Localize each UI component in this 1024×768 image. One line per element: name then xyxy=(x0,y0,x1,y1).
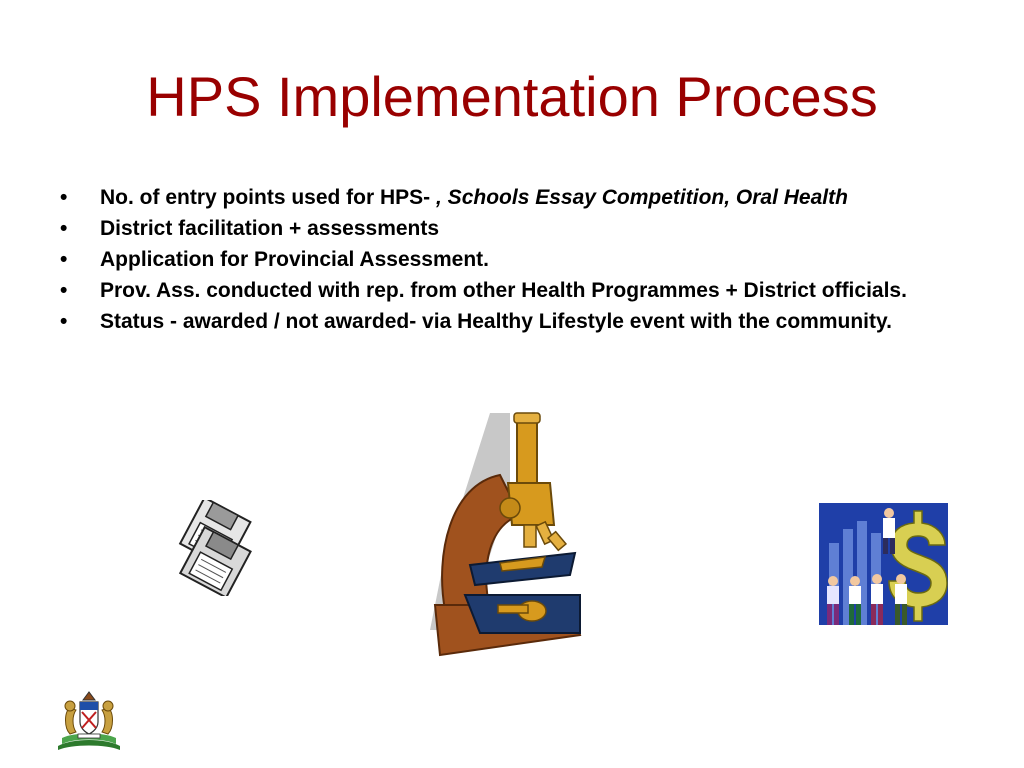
bullet-item xyxy=(60,217,960,241)
bullet-dot: • xyxy=(60,310,68,333)
bullet-text: Status - awarded / not awarded- via Healthy Lifestyle event with the community. xyxy=(100,310,892,333)
bullet-item xyxy=(60,310,960,334)
floppy-disks-icon xyxy=(168,500,260,596)
bullet-list xyxy=(60,186,960,341)
bullet-text: District facilitation + assessments xyxy=(100,217,440,240)
bullet-text-italic: , Schools Essay Competition, Oral Health xyxy=(436,186,848,209)
bullet-text: Application for Provincial Assessment. xyxy=(100,248,489,271)
bullet-text: No. of entry points used for HPS- xyxy=(100,186,437,209)
coat-of-arms-icon xyxy=(56,688,122,752)
bullet-dot: • xyxy=(60,248,68,271)
business-growth-icon xyxy=(819,503,948,625)
bullet-text: Prov. Ass. conducted with rep. from other Health Programmes + District officials. xyxy=(100,279,907,302)
bullet-dot: • xyxy=(60,217,68,240)
bullet-dot: • xyxy=(60,186,68,209)
microscope-icon xyxy=(420,405,590,665)
bullet-item xyxy=(60,248,960,272)
slide-title: HPS Implementation Process xyxy=(146,65,878,128)
bullet-dot: • xyxy=(60,279,68,302)
bullet-item xyxy=(60,186,960,210)
bullet-item xyxy=(60,279,960,303)
